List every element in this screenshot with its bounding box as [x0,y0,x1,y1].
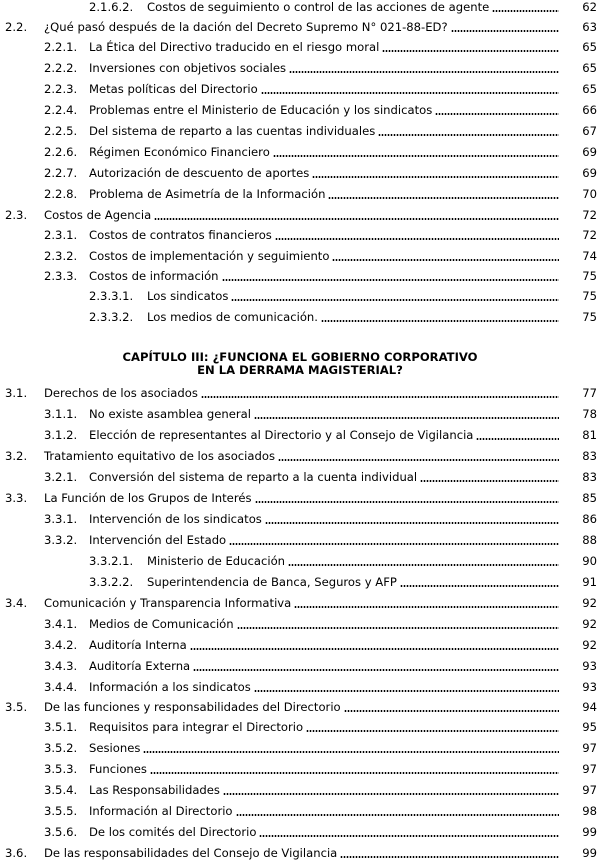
toc-entry-number: 3.5.6. [44,825,78,839]
toc-entry-number: 3.4.3. [44,659,78,673]
toc-entry-number: 3.6. [5,846,28,860]
toc-entry-page: 83 [582,449,597,463]
toc-entry[interactable] [0,530,600,550]
toc-leader-dots [231,299,559,301]
toc-entry-title: La Función de los Grupos de Interés [44,491,252,505]
toc-entry-number: 3.1.1. [44,407,78,421]
toc-entry-number: 2.2.8. [44,187,78,201]
toc-entry[interactable] [0,266,600,286]
toc-leader-dots [312,176,559,178]
toc-entry-title: ¿Qué pasó después de la dación del Decreto Supremo N° 021-88-ED? [44,20,448,34]
toc-entry-title: No existe asamblea general [89,407,251,421]
toc-entry-number: 3.5.3. [44,762,78,776]
toc-entry-number: 2.2.4. [44,103,78,117]
toc-entry-title: Elección de representantes al Directorio y al Consejo de Vigilancia [89,428,474,442]
toc-entry-page: 95 [582,720,597,734]
toc-entry[interactable] [0,759,600,779]
toc-entry[interactable] [0,383,600,403]
toc-entry-title: De los comités del Directorio [89,825,257,839]
toc-entry[interactable] [0,184,600,204]
toc-entry-page: 69 [582,166,597,180]
toc-entry[interactable] [0,551,600,571]
toc-entry[interactable] [0,509,600,529]
toc-entry[interactable] [0,488,600,508]
toc-entry-number: 2.2.7. [44,166,78,180]
toc-entry-number: 2.2.6. [44,145,78,159]
toc-entry[interactable] [0,446,600,466]
toc-leader-dots [201,396,559,398]
toc-leader-dots [154,218,559,220]
toc-entry-title: Superintendencia de Banca, Seguros y AFP [147,575,397,589]
toc-entry[interactable] [0,79,600,99]
toc-entry[interactable] [0,717,600,737]
toc-entry-title: Régimen Económico Financiero [89,145,270,159]
chapter-heading [0,351,600,377]
toc-entry[interactable] [0,780,600,800]
toc-entry-page: 65 [582,82,597,96]
toc-leader-dots [435,113,559,115]
toc-entry-number: 2.3. [5,208,28,222]
toc-leader-dots [328,197,559,199]
toc-entry-title: Requisitos para integrar el Directorio [89,720,304,734]
toc-leader-dots [294,606,559,608]
toc-entry-page: 91 [582,575,597,589]
toc-entry-page: 85 [582,491,597,505]
toc-leader-dots [382,50,559,52]
toc-leader-dots [420,480,559,482]
toc-entry-title: Autorización de descuento de aportes [89,166,310,180]
toc-entry[interactable] [0,205,600,225]
toc-entry-page: 62 [582,0,597,14]
toc-entry-page: 92 [582,638,597,652]
toc-entry[interactable] [0,58,600,78]
toc-entry-title: Los medios de comunicación. [147,310,318,324]
toc-leader-dots [492,10,559,12]
toc-entry-page: 63 [582,20,597,34]
toc-entry[interactable] [0,738,600,758]
toc-leader-dots [400,585,559,587]
toc-entry-page: 97 [582,741,597,755]
toc-entry-page: 94 [582,700,597,714]
toc-entry[interactable] [0,843,600,863]
toc-entry[interactable] [0,635,600,655]
chapter-heading-line-1: CAPÍTULO III: ¿FUNCIONA EL GOBIERNO CORPORATIVO [122,350,478,364]
toc-entry-number: 3.4.1. [44,617,78,631]
toc-entry-title: De las responsabilidades del Consejo de Vigilancia [44,846,338,860]
toc-entry-number: 3.3.2.2. [89,575,134,589]
toc-leader-dots [150,772,559,774]
toc-entry-page: 67 [582,124,597,138]
toc-leader-dots [261,92,559,94]
toc-entry-number: 3.2.1. [44,470,78,484]
toc-entry-number: 3.3.2.1. [89,554,134,568]
toc-entry-page: 86 [582,512,597,526]
toc-entry-title: Conversión del sistema de reparto a la cuenta individual [89,470,418,484]
toc-entry-page: 78 [582,407,597,421]
toc-entry-number: 2.2.2. [44,61,78,75]
toc-entry-number: 3.5.2. [44,741,78,755]
toc-leader-dots [236,814,559,816]
toc-leader-dots [278,459,559,461]
toc-entry[interactable] [0,37,600,57]
toc-entry-number: 2.2.3. [44,82,78,96]
toc-entry-page: 99 [582,846,597,860]
toc-entry[interactable] [0,801,600,821]
toc-entry-title: Funciones [89,762,147,776]
toc-entry[interactable] [0,100,600,120]
toc-entry-page: 98 [582,804,597,818]
toc-entry-title: Información al Directorio [89,804,233,818]
toc-entry-number: 3.1. [5,386,28,400]
toc-entry-number: 2.3.3.1. [89,289,134,303]
toc-leader-dots [223,793,559,795]
toc-entry[interactable] [0,425,600,445]
toc-entry-title: Medios de Comunicación [89,617,234,631]
toc-entry[interactable] [0,656,600,676]
toc-entry-page: 72 [582,228,597,242]
toc-entry-page: 75 [582,310,597,324]
toc-entry[interactable] [0,142,600,162]
toc-entry-title: Comunicación y Transparencia Informativa [44,596,292,610]
toc-entry-page: 83 [582,470,597,484]
toc-leader-dots [143,751,559,753]
toc-leader-dots [259,835,559,837]
toc-entry-number: 2.3.3. [44,269,78,283]
toc-leader-dots [222,279,559,281]
toc-entry-page: 97 [582,783,597,797]
toc-leader-dots [275,238,559,240]
toc-entry-title: Intervención del Estado [89,533,227,547]
toc-entry-title: Tratamiento equitativo de los asociados [44,449,275,463]
toc-entry-number: 2.3.3.2. [89,310,134,324]
toc-leader-dots [288,564,559,566]
toc-entry-title: De las funciones y responsabilidades del Directorio [44,700,341,714]
toc-entry-page: 66 [582,103,597,117]
toc-entry-title: Sesiones [89,741,141,755]
toc-leader-dots [229,543,559,545]
toc-entry-number: 3.5.4. [44,783,78,797]
toc-entry-number: 3.3.2. [44,533,78,547]
toc-leader-dots [451,30,559,32]
toc-leader-dots [340,856,559,858]
toc-leader-dots [190,648,559,650]
toc-entry[interactable] [0,572,600,592]
toc-entry-title: Los sindicatos [147,289,229,303]
toc-entry-title: Problemas entre el Ministerio de Educación y los sindicatos [89,103,433,117]
toc-entry-title: Costos de contratos financieros [89,228,272,242]
toc-entry-page: 69 [582,145,597,159]
toc-leader-dots [255,501,559,503]
toc-leader-dots [332,259,559,261]
toc-entry-number: 2.1.6.2. [89,0,134,14]
toc-entry-number: 2.3.1. [44,228,78,242]
toc-entry-number: 3.3. [5,491,28,505]
toc-entry-number: 3.4.2. [44,638,78,652]
toc-entry-number: 2.2.1. [44,40,78,54]
toc-entry[interactable] [0,163,600,183]
toc-entry-title: Inversiones con objetivos sociales [89,61,287,75]
toc-entry[interactable] [0,0,600,17]
toc-entry-page: 93 [582,659,597,673]
toc-entry-page: 93 [582,680,597,694]
toc-entry-page: 99 [582,825,597,839]
toc-leader-dots [344,710,559,712]
toc-entry-title: Costos de Agencia [44,208,152,222]
toc-entry[interactable] [0,467,600,487]
toc-entry-page: 75 [582,289,597,303]
toc-entry-number: 2.3.2. [44,249,78,263]
toc-entry[interactable] [0,614,600,634]
toc-entry-page: 92 [582,617,597,631]
toc-entry-title: Auditoría Interna [89,638,187,652]
toc-entry[interactable] [0,225,600,245]
toc-entry-title: Costos de información [89,269,219,283]
toc-entry-page: 65 [582,61,597,75]
toc-entry-number: 2.2.5. [44,124,78,138]
toc-entry-title: Intervención de los sindicatos [89,512,262,526]
toc-entry-number: 3.2. [5,449,28,463]
toc-entry-title: Del sistema de reparto a las cuentas individuales [89,124,376,138]
toc-entry-title: Ministerio de Educación [147,554,286,568]
toc-entry-title: Auditoría Externa [89,659,191,673]
toc-entry[interactable] [0,121,600,141]
toc-entry[interactable] [0,404,600,424]
toc-entry-page: 65 [582,40,597,54]
toc-leader-dots [265,522,559,524]
toc-leader-dots [306,730,559,732]
toc-entry[interactable] [0,286,600,306]
toc-entry-page: 72 [582,208,597,222]
toc-entry[interactable] [0,307,600,327]
toc-entry-number: 3.4.4. [44,680,78,694]
toc-entry-page: 92 [582,596,597,610]
toc-entry[interactable] [0,17,600,37]
toc-entry-number: 3.3.1. [44,512,78,526]
toc-entry-number: 3.4. [5,596,28,610]
toc-entry-page: 75 [582,269,597,283]
toc-entry[interactable] [0,677,600,697]
toc-entry-title: Metas políticas del Directorio [89,82,258,96]
toc-entry-page: 70 [582,187,597,201]
toc-entry[interactable] [0,822,600,842]
toc-leader-dots [254,690,559,692]
toc-entry-number: 3.5.1. [44,720,78,734]
toc-entry-title: Las Responsabilidades [89,783,220,797]
toc-leader-dots [289,71,559,73]
toc-entry-page: 74 [582,249,597,263]
toc-entry[interactable] [0,697,600,717]
toc-entry-page: 77 [582,386,597,400]
toc-entry-page: 81 [582,428,597,442]
toc-entry-page: 88 [582,533,597,547]
toc-entry-title: La Ética del Directivo traducido en el riesgo moral [89,40,380,54]
toc-leader-dots [476,438,559,440]
toc-entry-number: 3.5. [5,700,28,714]
toc-entry-title: Derechos de los asociados [44,386,198,400]
toc-leader-dots [254,417,559,419]
toc-leader-dots [193,669,559,671]
toc-entry-number: 3.5.5. [44,804,78,818]
chapter-heading-line-2: EN LA DERRAMA MAGISTERIAL? [197,363,403,377]
toc-entry[interactable] [0,246,600,266]
toc-leader-dots [321,320,559,322]
toc-entry-page: 90 [582,554,597,568]
toc-leader-dots [273,155,559,157]
toc-entry-number: 3.1.2. [44,428,78,442]
toc-entry-title: Información a los sindicatos [89,680,251,694]
toc-entry-title: Costos de seguimiento o control de las acciones de agente [147,0,490,14]
toc-entry-title: Costos de implementación y seguimiento [89,249,330,263]
toc-entry-title: Problema de Asimetría de la Información [89,187,326,201]
toc-entry-number: 2.2. [5,20,28,34]
toc-leader-dots [378,134,559,136]
toc-leader-dots [237,627,559,629]
toc-entry[interactable] [0,593,600,613]
toc-entry-page: 97 [582,762,597,776]
